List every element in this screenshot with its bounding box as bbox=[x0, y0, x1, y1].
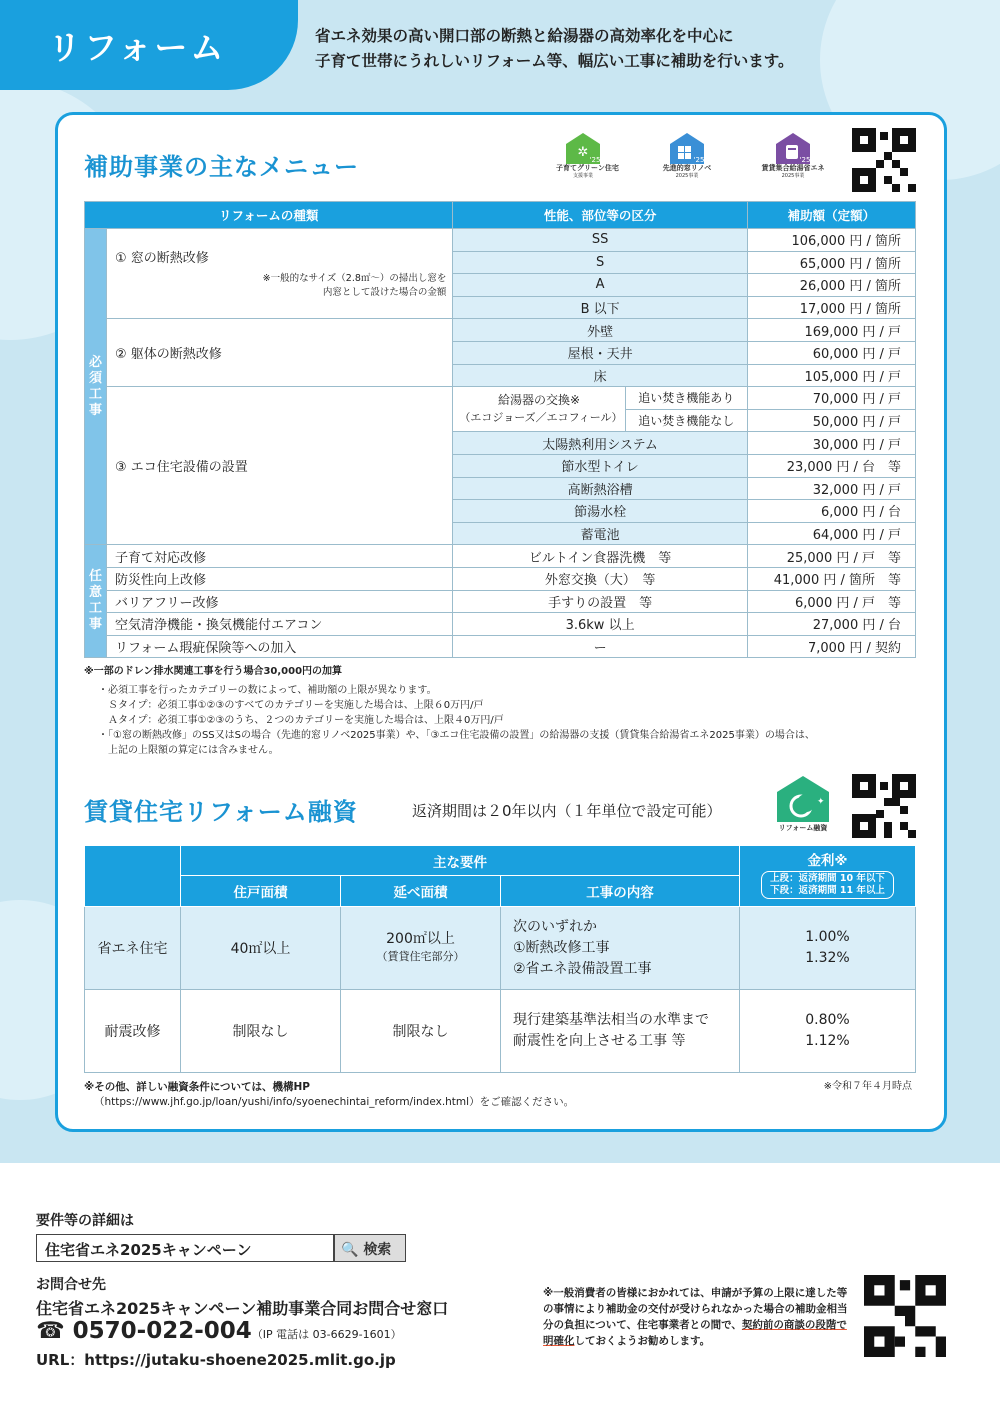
heater-type-cell: 追い焚き機能あり bbox=[625, 387, 747, 410]
category-window: ① 窓の断熱改修 ※一般的なサイズ（2.8㎡〜）の掃出し窓を 内窓として設けた場合の金額 bbox=[107, 229, 453, 319]
corner-cell bbox=[85, 846, 181, 907]
part-cell: 外壁 bbox=[453, 319, 747, 342]
note-line: Ａタイプ：必須工事①②③のうち、２つのカテゴリーを実施した場合は、上限４0万円/戸 bbox=[108, 715, 504, 726]
amount-cell: 41,000 円 / 箇所 等 bbox=[747, 567, 915, 590]
amount-cell: 26,000 円 / 箇所 bbox=[747, 274, 915, 297]
amount-cell: 50,000 円 / 戸 bbox=[747, 409, 915, 432]
logo-caption: 子育てグリーン住宅 bbox=[556, 164, 619, 172]
svg-text:'25: '25 bbox=[693, 156, 705, 164]
note-line: ・必須工事を行ったカテゴリーの数によって、補助額の上限が異なります。 bbox=[98, 685, 437, 696]
part-cell: 床 bbox=[453, 364, 747, 387]
search-icon: 🔍 bbox=[341, 1242, 359, 1258]
grade-cell: S bbox=[453, 251, 747, 274]
rate-header: 金利※ 上段：返済期間 10 年以下 下段：返済期間 11 年以上 bbox=[740, 846, 916, 907]
svg-text:'25: '25 bbox=[799, 156, 811, 164]
area-cell: 40㎡以上 bbox=[181, 907, 341, 990]
equip-cell: 蓄電池 bbox=[453, 522, 747, 545]
amount-cell: 60,000 円 / 戸 bbox=[747, 341, 915, 364]
optional-detail: ー bbox=[453, 635, 747, 658]
loan-subtitle: 返済期間は２0年以内（１年単位で設定可能） bbox=[412, 802, 722, 820]
contact-label: お問合せ先 bbox=[36, 1277, 106, 1293]
amount-cell: 23,000 円 / 台 等 bbox=[747, 454, 915, 477]
col-header: リフォームの種類 bbox=[85, 202, 453, 229]
note-line: ※一部のドレン排水関連工事を行う場合30,000円の加算 bbox=[84, 666, 343, 677]
loan-title: 賃貸住宅リフォーム融資 bbox=[84, 798, 358, 826]
loan-table bbox=[84, 845, 916, 1073]
row-header: 省エネ住宅 bbox=[85, 907, 181, 990]
table-row bbox=[85, 545, 916, 568]
header-desc-line: 子育て世帯にうれしいリフォーム等、幅広い工事に補助を行います。 bbox=[315, 52, 794, 70]
heater-type-cell: 追い焚き機能なし bbox=[625, 409, 747, 432]
logo-kosodate bbox=[556, 132, 619, 179]
svg-text:✦: ✦ bbox=[817, 797, 825, 807]
grade-cell: B 以下 bbox=[453, 296, 747, 319]
total-area-cell: 200㎡以上 （賃貸住宅部分） bbox=[341, 907, 501, 990]
search-button[interactable]: 🔍 検索 bbox=[334, 1234, 406, 1262]
reform-loan-house-icon bbox=[775, 774, 831, 824]
table-row bbox=[85, 990, 916, 1073]
logo-reform-loan bbox=[770, 774, 836, 833]
optional-item: 空気清浄機能・換気機能付エアコン bbox=[107, 613, 453, 636]
logo-madoreno bbox=[660, 132, 714, 179]
header-title: リフォーム bbox=[0, 0, 298, 90]
col-header: 性能、部位等の区分 bbox=[453, 202, 747, 229]
window-house-icon bbox=[669, 132, 705, 164]
qr-code-icon[interactable] bbox=[852, 774, 916, 838]
area-cell: 制限なし bbox=[181, 990, 341, 1073]
work-cell: 現行建築基準法相当の水準まで 耐震性を向上させる工事 等 bbox=[501, 990, 740, 1073]
optional-item: バリアフリー改修 bbox=[107, 590, 453, 613]
qr-code-icon[interactable] bbox=[852, 128, 916, 192]
subsidy-table bbox=[84, 201, 916, 658]
table-row bbox=[85, 229, 916, 252]
optional-item: リフォーム瑕疵保険等への加入 bbox=[107, 635, 453, 658]
amount-cell: 70,000 円 / 戸 bbox=[747, 387, 915, 410]
col-header: 工事の内容 bbox=[501, 876, 740, 907]
grade-cell: A bbox=[453, 274, 747, 297]
search-input[interactable]: 住宅省エネ2025キャンペーン bbox=[36, 1234, 334, 1262]
table-row bbox=[85, 907, 916, 990]
equip-cell: 節湯水栓 bbox=[453, 500, 747, 523]
optional-detail: 外窓交換（大） 等 bbox=[453, 567, 747, 590]
logo-caption-sub: 2025事業 bbox=[781, 173, 805, 179]
grade-cell: SS bbox=[453, 229, 747, 252]
rate-cell: 0.80% 1.12% bbox=[740, 990, 916, 1073]
note-line[interactable]: （https://www.jhf.go.jp/loan/yushi/info/syoenechintai_reform/index.html）をご確認ください。 bbox=[94, 1096, 575, 1108]
table-row bbox=[85, 613, 916, 636]
note-line: ※その他、詳しい融資条件については、機構HP bbox=[84, 1081, 310, 1093]
as-of-date: ※令和７年４月時点 bbox=[823, 1081, 912, 1092]
work-cell: 次のいずれか ①断熱改修工事 ②省エネ設備設置工事 bbox=[501, 907, 740, 990]
footer bbox=[0, 1163, 1000, 1414]
optional-detail: 手すりの設置 等 bbox=[453, 590, 747, 613]
contact-url[interactable]: URL：https://jutaku-shoene2025.mlit.go.jp bbox=[36, 1351, 396, 1369]
amount-cell: 65,000 円 / 箇所 bbox=[747, 251, 915, 274]
contact-tel: ☎ 0570-022-004（IP 電話は 03-6629-1601） bbox=[36, 1318, 402, 1344]
note-line: Ｓタイプ：必須工事①②③のすべてのカテゴリーを実施した場合は、上限６0万円/戸 bbox=[108, 700, 484, 711]
amount-cell: 105,000 円 / 戸 bbox=[747, 364, 915, 387]
menu-title: 補助事業の主なメニュー bbox=[84, 153, 359, 181]
optional-item: 防災性向上改修 bbox=[107, 567, 453, 590]
table-row bbox=[85, 635, 916, 658]
rate-cell: 1.00% 1.32% bbox=[740, 907, 916, 990]
amount-cell: 7,000 円 / 契約 bbox=[747, 635, 915, 658]
logo-caption-sub: 2025事業 bbox=[675, 173, 699, 179]
logo-caption: リフォーム融資 bbox=[778, 824, 828, 832]
contact-org: 住宅省エネ2025キャンペーン補助事業合同お問合せ窓口 bbox=[36, 1299, 449, 1318]
window-note: ※一般的なサイズ（2.8㎡〜）の掃出し窓を 内窓として設けた場合の金額 bbox=[262, 273, 447, 299]
amount-cell: 32,000 円 / 戸 bbox=[747, 477, 915, 500]
logo-caption: 先進的窓リノベ bbox=[662, 164, 712, 172]
col-header: 延べ面積 bbox=[341, 876, 501, 907]
note-line: ・「①窓の断熱改修」のSS又はSの場合（先進的窓リノベ2025事業）や、「③エコ住宅設備の設置」の給湯器の支援（賃貸集合給湯省エネ2025事業）の場合は、 bbox=[98, 730, 815, 741]
col-header: 住戸面積 bbox=[181, 876, 341, 907]
amount-cell: 30,000 円 / 戸 bbox=[747, 432, 915, 455]
heater-cell: 給湯器の交換※ （エコジョーズ／エコフィール） bbox=[453, 387, 625, 432]
row-header: 耐震改修 bbox=[85, 990, 181, 1073]
amount-cell: 25,000 円 / 戸 等 bbox=[747, 545, 915, 568]
qr-code-icon[interactable] bbox=[864, 1275, 946, 1357]
category-eco: ③ エコ住宅設備の設置 bbox=[107, 387, 453, 545]
details-label: 要件等の詳細は bbox=[36, 1213, 134, 1229]
heater-house-icon bbox=[775, 132, 811, 164]
equip-cell: 節水型トイレ bbox=[453, 454, 747, 477]
required-label: 必須工事 bbox=[85, 229, 107, 545]
svg-text:'25: '25 bbox=[589, 156, 601, 164]
total-area-cell: 制限なし bbox=[341, 990, 501, 1073]
optional-item: 子育て対応改修 bbox=[107, 545, 453, 568]
optional-label: 任意工事 bbox=[85, 545, 107, 658]
amount-cell: 64,000 円 / 戸 bbox=[747, 522, 915, 545]
consumer-note: ※一般消費者の皆様におかれては、申請が予算の上限に達した等の事情により補助金の交付が受けられなかった場合の補助金相当分の負担について、住宅事業者との間で、契約前の商談の段階で明確化しておくようお勧めします。 bbox=[543, 1287, 848, 1347]
optional-detail: 3.6kw 以上 bbox=[453, 613, 747, 636]
header-description bbox=[315, 24, 794, 74]
col-header: 主な要件 bbox=[181, 846, 740, 876]
part-cell: 屋根・天井 bbox=[453, 341, 747, 364]
table-row bbox=[85, 590, 916, 613]
house-icon bbox=[565, 132, 601, 164]
logo-kyuto bbox=[758, 132, 828, 179]
amount-cell: 27,000 円 / 台 bbox=[747, 613, 915, 636]
amount-cell: 6,000 円 / 台 bbox=[747, 500, 915, 523]
header-desc-line: 省エネ効果の高い開口部の断熱と給湯器の高効率化を中心に bbox=[315, 27, 734, 45]
equip-cell: 太陽熱利用システム bbox=[453, 432, 747, 455]
table-row bbox=[85, 387, 916, 410]
amount-cell: 6,000 円 / 戸 等 bbox=[747, 590, 915, 613]
optional-detail: ビルトイン食器洗機 等 bbox=[453, 545, 747, 568]
amount-cell: 106,000 円 / 箇所 bbox=[747, 229, 915, 252]
equip-cell: 高断熱浴槽 bbox=[453, 477, 747, 500]
table-row bbox=[85, 319, 916, 342]
amount-cell: 17,000 円 / 箇所 bbox=[747, 296, 915, 319]
logo-caption: 賃貸集合給湯省エネ bbox=[761, 164, 825, 172]
category-body: ② 躯体の断熱改修 bbox=[107, 319, 453, 387]
col-header: 補助額（定額） bbox=[747, 202, 915, 229]
table-row bbox=[85, 567, 916, 590]
loan-notes bbox=[84, 1080, 574, 1110]
note-line: 上記の上限額の算定には含みません。 bbox=[108, 745, 279, 756]
amount-cell: 169,000 円 / 戸 bbox=[747, 319, 915, 342]
phone-icon: ☎ bbox=[36, 1318, 65, 1344]
svg-text:✲: ✲ bbox=[577, 145, 589, 160]
menu-notes bbox=[84, 664, 924, 758]
logo-caption-sub: 支援事業 bbox=[572, 173, 593, 179]
